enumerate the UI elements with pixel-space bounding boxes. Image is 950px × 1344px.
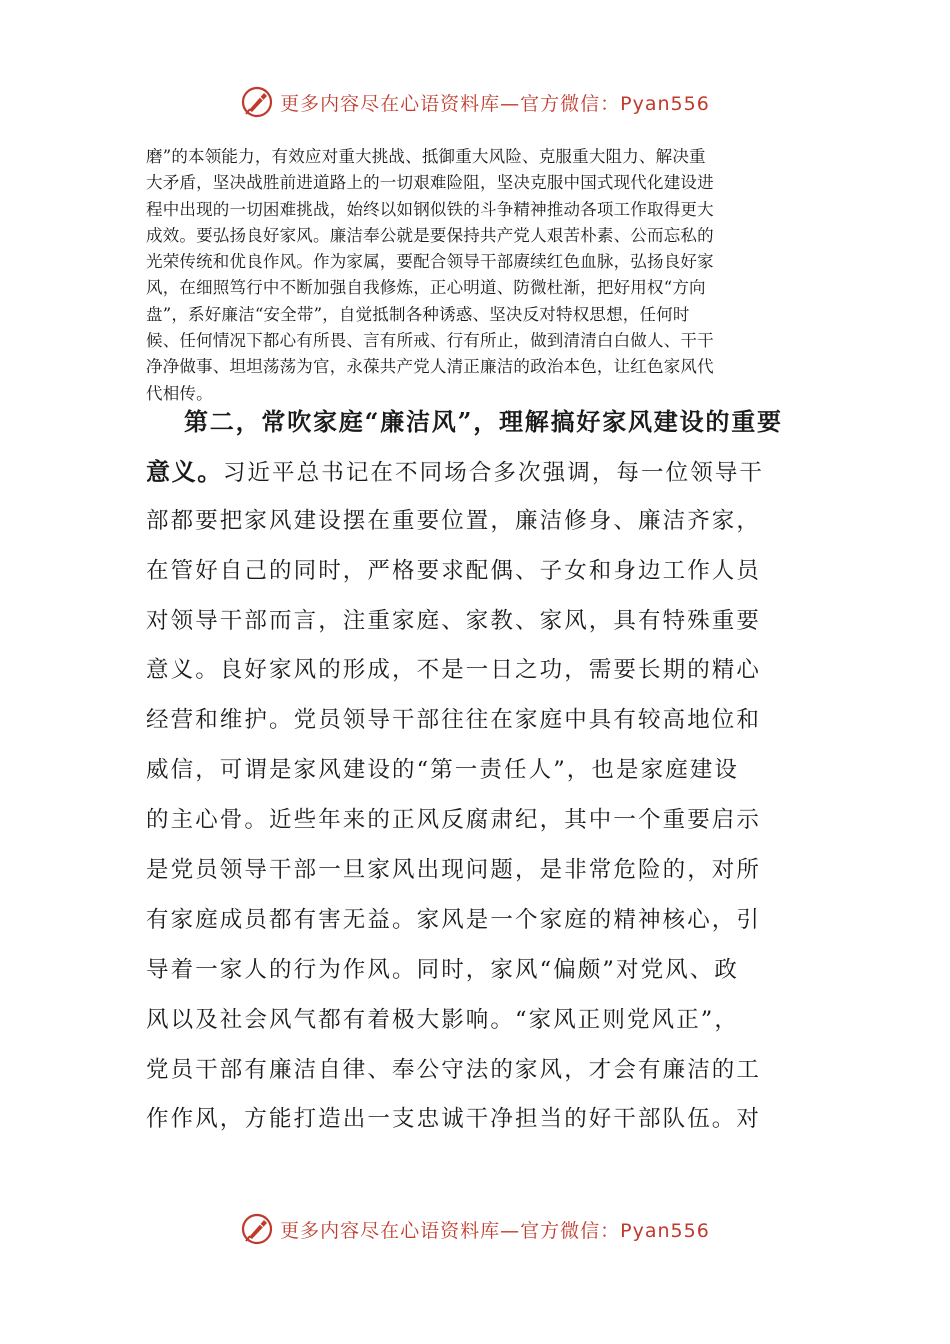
quill-logo-icon xyxy=(240,85,274,119)
text-line: 部都要把家风建设摆在重要位置，廉洁修身、廉洁齐家， xyxy=(146,507,762,534)
text-line: 的主心骨。近些年来的正风反腐肃纪，其中一个重要启示 xyxy=(146,807,762,834)
text-line: 代相传。 xyxy=(146,383,213,403)
section-heading: 第二，常吹家庭“廉洁风”，理解搞好家风建设的重要 xyxy=(184,407,783,436)
text-line: 程中出现的一切困难挑战，始终以如钢似铁的斗争精神推动各项工作取得更大 xyxy=(146,199,714,219)
text-line: 风，在细照笃行中不断加强自我修炼，正心明道、防微杜渐，把好用权“方向 xyxy=(146,278,706,298)
text-segment: 习近平总书记在不同场合多次强调，每一位领导干 xyxy=(222,459,765,486)
text-line: 对领导干部而言，注重家庭、家教、家风，具有特殊重要 xyxy=(146,607,762,634)
banner-text: 更多内容尽在心语资料库—官方微信：Pyan556 xyxy=(280,1219,710,1242)
text-line: 净净做事、坦坦荡荡为官，永葆共产党人清正廉洁的政治本色，让红色家风代 xyxy=(146,357,714,377)
text-line: 在管好自己的同时，严格要求配偶、子女和身边工作人员 xyxy=(146,557,762,584)
heading-end: 意义。 xyxy=(146,456,223,486)
text-line: 盘”，系好廉洁“安全带”，自觉抵制各种诱惑、坚决反对特权思想，任何时 xyxy=(146,304,690,324)
heading-continuation-line xyxy=(146,447,806,497)
text-line: 大矛盾，坚决战胜前进道路上的一切艰难险阻，坚决克服中国式现代化建设进 xyxy=(146,173,714,193)
footer-banner xyxy=(0,1209,950,1249)
header-banner xyxy=(0,82,950,122)
continued-paragraph xyxy=(146,144,806,407)
text-line: 风以及社会风气都有着极大影响。“家风正则党风正”， xyxy=(146,1006,740,1033)
text-line: 导着一家人的行为作风。同时，家风“偏颇”对党风、政 xyxy=(146,956,740,983)
text-line: 经营和维护。党员领导干部往往在家庭中具有较高地位和 xyxy=(146,707,762,734)
text-line: 是党员领导干部一旦家风出现问题，是非常危险的，对所 xyxy=(146,857,762,884)
text-line: 候、任何情况下都心有所畏、言有所戒、行有所止，做到清清白白做人、干干 xyxy=(146,331,714,351)
text-line: 磨”的本领能力，有效应对重大挑战、抵御重大风险、克服重大阻力、解决重 xyxy=(146,147,706,166)
quill-logo-icon xyxy=(240,1212,274,1246)
text-line: 成效。要弘扬良好家风。廉洁奉公就是要保持共产党人艰苦朴素、公而忘私的 xyxy=(146,225,714,245)
text-line: 意义。良好家风的形成，不是一日之功，需要长期的精心 xyxy=(146,657,762,684)
text-line: 作作风，方能打造出一支忠诚干净担当的好干部队伍。对 xyxy=(146,1106,762,1133)
section-two xyxy=(146,397,806,1145)
banner-text: 更多内容尽在心语资料库—官方微信：Pyan556 xyxy=(280,92,710,115)
text-line: 光荣传统和优良作风。作为家属，要配合领导干部赓续红色血脉，弘扬良好家 xyxy=(146,252,714,272)
text-line: 有家庭成员都有害无益。家风是一个家庭的精神核心，引 xyxy=(146,906,762,933)
text-line: 党员干部有廉洁自律、奉公守法的家风，才会有廉洁的工 xyxy=(146,1056,762,1083)
text-line: 威信，可谓是家风建设的“第一责任人”，也是家庭建设 xyxy=(146,757,740,784)
